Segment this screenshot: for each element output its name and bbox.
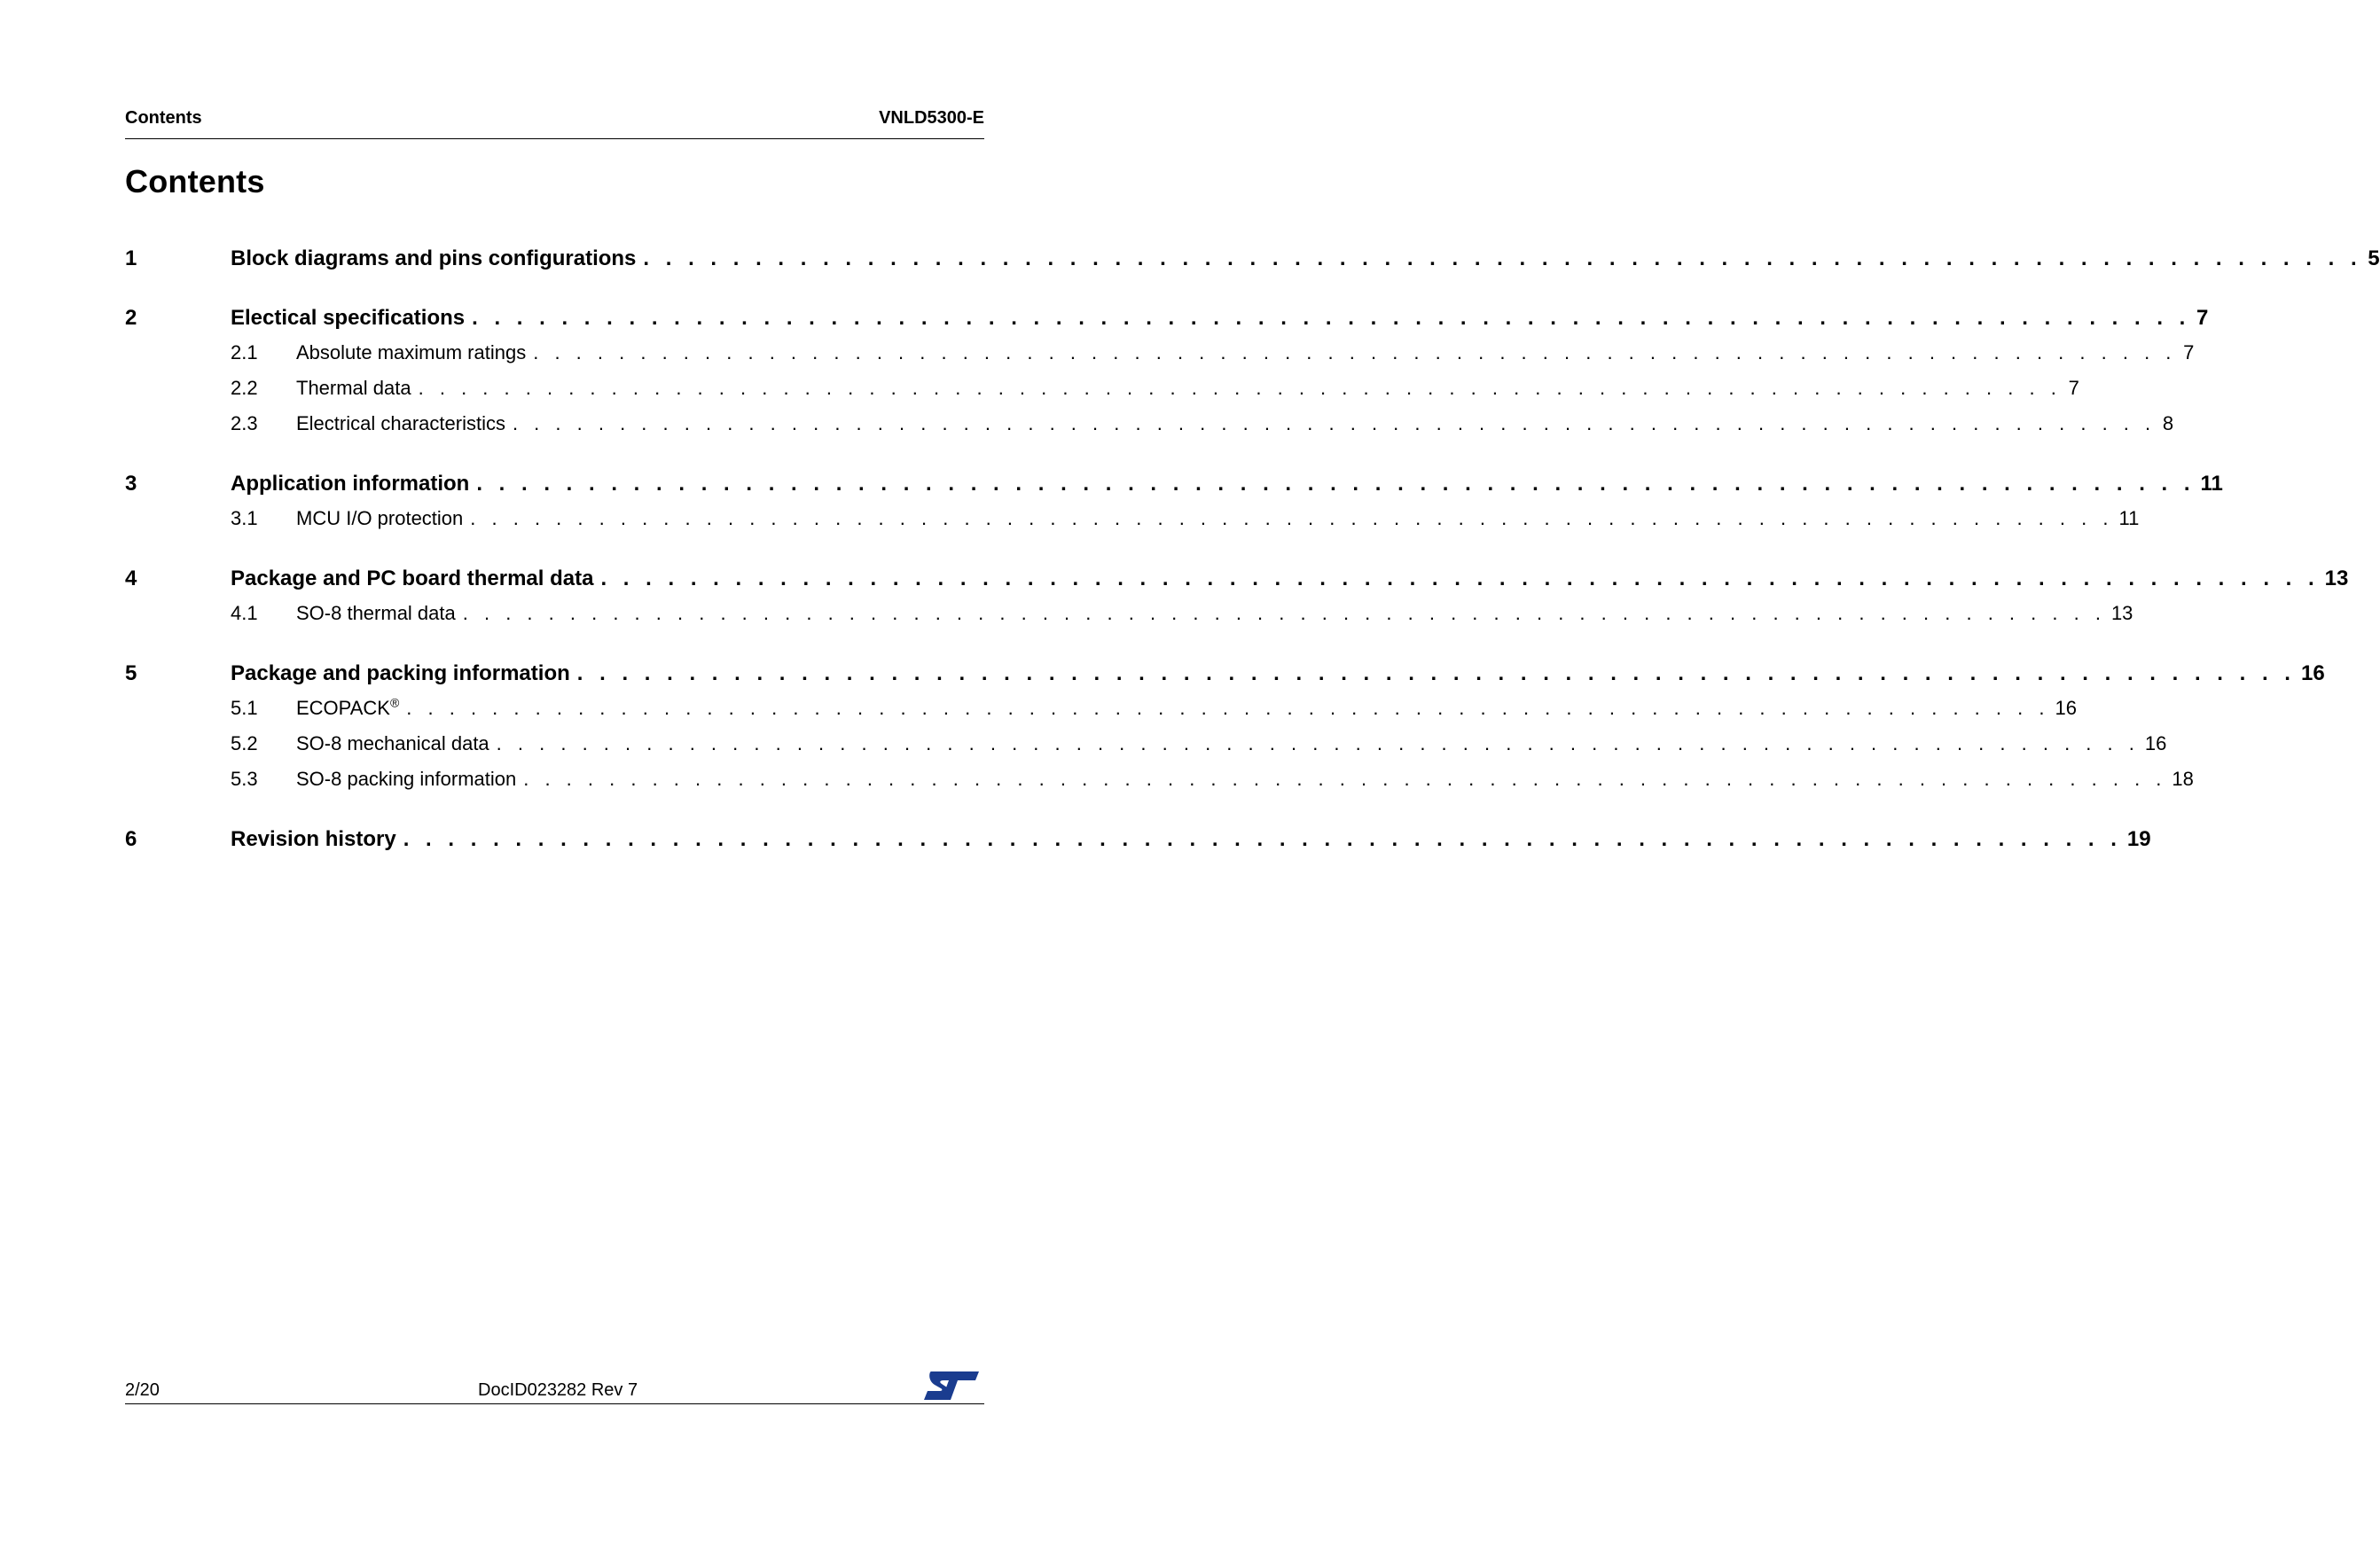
toc-number: 5 bbox=[125, 661, 137, 685]
toc-leader: . . . . . . . . . . . . . . . . . . . . . . . . . . . . . . . . . . . . . . . . . . . . . . . . . . . . . . . . . . . . . . . . . . . . . . . . . . . . . bbox=[576, 661, 2296, 685]
toc-number: 5.3 bbox=[231, 768, 258, 790]
toc-title-text: ECOPACK bbox=[296, 697, 390, 719]
toc-page-number: 11 bbox=[2118, 507, 2140, 529]
toc-leader: . . . . . . . . . . . . . . . . . . . . . . . . . . . . . . . . . . . . . . . . . . . . . . . . . . . . . . . . . . . . . . . . . . . . . . . . . . . . . bbox=[472, 306, 2191, 330]
toc-page-number: 19 bbox=[2126, 827, 2151, 851]
toc-title: Package and packing information bbox=[231, 661, 570, 685]
toc-page-number: 13 bbox=[2324, 567, 2349, 590]
toc-leader: . . . . . . . . . . . . . . . . . . . . . . . . . . . . . . . . . . . . . . . . . . . . . . . . . . . . . . . . . . . . . . . . . . . . . . . . . . . . . bbox=[403, 827, 2122, 851]
toc-number: 3.1 bbox=[231, 507, 258, 529]
toc-number: 4 bbox=[125, 567, 137, 590]
toc-number: 1 bbox=[125, 246, 137, 270]
toc-entry-chapter-2[interactable] bbox=[125, 306, 2209, 341]
toc-title: SO-8 mechanical data bbox=[296, 732, 489, 754]
toc-entry-chapter-3[interactable] bbox=[125, 472, 2223, 507]
toc-leader: . . . . . . . . . . . . . . . . . . . . . . . . . . . . . . . . . . . . . . . . . . . . . . . . . . . . . . . . . . . . . . . . . . . . . . . . . . . . . bbox=[600, 567, 2320, 590]
toc-leader: . . . . . . . . . . . . . . . . . . . . . . . . . . . . . . . . . . . . . . . . . . . . . . . . . . . . . . . . . . . . . . . . . . . . . . . . . . . . . bbox=[643, 246, 2362, 270]
toc-page-number: 16 bbox=[2144, 732, 2167, 754]
toc-title: Package and PC board thermal data bbox=[231, 567, 594, 590]
toc-title: Block diagrams and pins configurations bbox=[231, 246, 637, 270]
toc-leader: . . . . . . . . . . . . . . . . . . . . . . . . . . . . . . . . . . . . . . . . . . . . . . . . . . . . . . . . . . . . . . . . . . . . . . . . . . . . . bbox=[512, 412, 2157, 434]
toc-page-number: 16 bbox=[2055, 697, 2077, 719]
toc-title bbox=[296, 697, 406, 720]
toc-page-number: 16 bbox=[2300, 661, 2325, 685]
toc-leader: . . . . . . . . . . . . . . . . . . . . . . . . . . . . . . . . . . . . . . . . . . . . . . . . . . . . . . . . . . . . . . . . . . . . . . . . . . . . . bbox=[476, 472, 2196, 496]
toc-entry-chapter-5[interactable] bbox=[125, 661, 2325, 697]
toc-title: Electrical characteristics bbox=[296, 412, 505, 434]
toc-title: Electical specifications bbox=[231, 306, 466, 330]
toc-number: 3 bbox=[125, 472, 137, 496]
table-of-contents bbox=[125, 246, 2380, 863]
toc-leader: . . . . . . . . . . . . . . . . . . . . . . . . . . . . . . . . . . . . . . . . . . . . . . . . . . . . . . . . . . . . . . . . . . . . . . . . . . . . . bbox=[470, 507, 2114, 529]
page-footer bbox=[125, 1370, 984, 1404]
page-title: Contents bbox=[125, 163, 265, 199]
toc-title: Absolute maximum ratings bbox=[296, 341, 527, 363]
toc-leader: . . . . . . . . . . . . . . . . . . . . . . . . . . . . . . . . . . . . . . . . . . . . . . . . . . . . . . . . . . . . . . . . . . . . . . . . . . . . . bbox=[533, 341, 2177, 363]
toc-number: 6 bbox=[125, 827, 137, 851]
st-logo-icon bbox=[924, 1370, 979, 1402]
toc-number: 5.1 bbox=[231, 697, 258, 719]
header-product-name: VNLD5300-E bbox=[879, 108, 984, 128]
toc-page-number: 7 bbox=[2196, 306, 2209, 330]
toc-page-number: 5 bbox=[2368, 246, 2380, 270]
toc-page-number: 8 bbox=[2162, 412, 2174, 434]
toc-entry-section-3-1[interactable] bbox=[125, 507, 2140, 543]
toc-page-number: 18 bbox=[2172, 768, 2194, 790]
toc-entry-chapter-6[interactable] bbox=[125, 827, 2151, 863]
toc-number: 5.2 bbox=[231, 732, 258, 754]
toc-title: SO-8 packing information bbox=[296, 768, 517, 790]
toc-number: 2 bbox=[125, 306, 137, 330]
toc-page-number: 7 bbox=[2183, 341, 2195, 363]
toc-leader: . . . . . . . . . . . . . . . . . . . . . . . . . . . . . . . . . . . . . . . . . . . . . . . . . . . . . . . . . . . . . . . . . . . . . . . . . . . . . bbox=[406, 697, 2050, 719]
toc-page-number: 7 bbox=[2068, 377, 2079, 399]
toc-title: Thermal data bbox=[296, 377, 411, 399]
registered-mark: ® bbox=[389, 695, 400, 710]
toc-number: 2.1 bbox=[231, 341, 258, 363]
toc-title: Revision history bbox=[231, 827, 396, 851]
toc-entry-chapter-1[interactable] bbox=[125, 246, 2380, 282]
toc-entry-section-2-3[interactable] bbox=[125, 412, 2174, 448]
toc-title: Application information bbox=[231, 472, 470, 496]
toc-entry-section-4-1[interactable] bbox=[125, 602, 2133, 637]
footer-page-number: 2/20 bbox=[125, 1380, 160, 1400]
header-section-label: Contents bbox=[125, 108, 202, 128]
toc-title: SO-8 thermal data bbox=[296, 602, 456, 624]
toc-leader: . . . . . . . . . . . . . . . . . . . . . . . . . . . . . . . . . . . . . . . . . . . . . . . . . . . . . . . . . . . . . . . . . . . . . . . . . . . . . bbox=[496, 732, 2140, 754]
toc-entry-section-5-1[interactable] bbox=[125, 695, 2077, 732]
toc-entry-section-2-1[interactable] bbox=[125, 341, 2195, 377]
toc-entry-section-5-3[interactable] bbox=[125, 768, 2194, 803]
toc-page-number: 11 bbox=[2200, 472, 2223, 496]
toc-number: 2.2 bbox=[231, 377, 258, 399]
toc-page-number: 13 bbox=[2110, 602, 2133, 624]
toc-entry-section-2-2[interactable] bbox=[125, 377, 2079, 412]
toc-number: 4.1 bbox=[231, 602, 258, 624]
toc-title: MCU I/O protection bbox=[296, 507, 464, 529]
toc-leader: . . . . . . . . . . . . . . . . . . . . . . . . . . . . . . . . . . . . . . . . . . . . . . . . . . . . . . . . . . . . . . . . . . . . . . . . . . . . . bbox=[523, 768, 2167, 790]
toc-entry-chapter-4[interactable] bbox=[125, 567, 2349, 602]
toc-entry-section-5-2[interactable] bbox=[125, 732, 2167, 768]
toc-leader: . . . . . . . . . . . . . . . . . . . . . . . . . . . . . . . . . . . . . . . . . . . . . . . . . . . . . . . . . . . . . . . . . . . . . . . . . . . . . bbox=[462, 602, 2106, 624]
toc-number: 2.3 bbox=[231, 412, 258, 434]
toc-leader: . . . . . . . . . . . . . . . . . . . . . . . . . . . . . . . . . . . . . . . . . . . . . . . . . . . . . . . . . . . . . . . . . . . . . . . . . . . . . bbox=[418, 377, 2062, 399]
page-header bbox=[125, 105, 984, 139]
footer-doc-id: DocID023282 Rev 7 bbox=[478, 1380, 638, 1400]
